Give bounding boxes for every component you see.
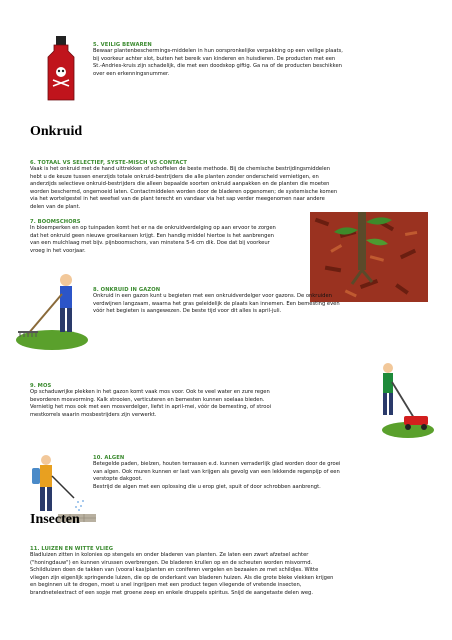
item-heading: 5. VEILIG BEWAREN: [93, 42, 152, 48]
rake-lawn-illustration: [14, 270, 90, 352]
item-text: Bladluizen zitten in kolonies op stengels en onder bladeren van planten. Ze laten een zwart afzetsel achter ("honingdauw") en kunnen virussen overbrengen. De bladeren krullen op en de scheuten worden misvormd. Schildluizen doen de takken van (vooral kas)planten en coniferen vergelen en bezaaien ze met schildjes. Witte vliegen zijn eigenlijk springende luizen, die op de onderkant van bladeren huizen. Als die grote bleke vlekken krijgen en beginnen uit te drogen, moet u snel ingrijpen met een product tegen vliegende of vretende insecten, brandnetelextract of een sopje met groene zeep en enkele druppels spiritus. Snijd de aangetaste delen weg.: [30, 552, 334, 596]
item-text: In bloemperken en op tuinpaden komt het er na de onkruidverdelging op aan ervoor te zorgen dat het onkruid geen nieuwe groeikansen krijgt. Een handig middel hiertoe is het aanbrengen van een mulchlaag met bijv. pijnboomschors, van minstens 5-6 cm dik. Doe dat bij voorkeur vroeg in het voorjaar.: [30, 225, 276, 254]
item-heading: 11. LUIZEN EN WITTE VLIEG: [30, 546, 114, 552]
section-title-insecten: Insecten: [30, 512, 80, 527]
item-text: Op schaduwrijke plekken in het gazon komt vaak mos voor. Ook te veel water en zure regen bevorderen mosvorming. Kalk strooien, verticuteren en bemesten kunnen soelaas bieden. Vernietig het mos ook met een mosverdelger, liefst in april-mei, vóór de bemesting, of strooi mestkorrels waarin mosbestrijders zijn verwerkt.: [30, 389, 272, 418]
item-heading: 7. BOOMSCHORS: [30, 219, 81, 225]
item-heading: 6. TOTAAL VS SELECTIEF, SYSTE-MISCH VS CONTACT: [30, 160, 188, 166]
scarifier-illustration: [374, 360, 434, 440]
section-title-onkruid: Onkruid: [30, 124, 83, 139]
item-heading: 8. ONKRUID IN GAZON: [93, 287, 161, 293]
item-text: Bewaar plantenbeschermings-middelen in hun oorspronkelijke verpakking op een veilige plaats, bij voorkeur achter slot, buiten het bereik van kinderen en huisdieren. De producten met een St.-Andries-kruis zijn schadelijk, die met een doodskop giftig. Ga na of de producten beschikken over een erkenningsnummer.: [93, 48, 343, 77]
item-heading: 10. ALGEN: [93, 455, 125, 461]
item-heading: 9. MOS: [30, 383, 52, 389]
item-text: Vaak is het onkruid met de hand uittrekken of schoffelen de beste methode. Bij de chemische bestrijdingsmiddelen hebt u de keuze tussen enerzijds totale onkruid-bestrijders die alle planten zonder onderscheid vernietigen, en anderzijds selectieve onkruid-bestrijders die alleen bepaalde soorten onkruid aanpakken en de planten die moeten worden beschermd, ongemoeid laten. Contactmiddelen worden door de bladeren opgenomen; de systemische komen via het wortelgestel in het weefsel van de plant terecht en vandaar via het sap verder meegenomen naar andere delen van de plant.: [30, 166, 338, 210]
item-text: Onkruid in een gazon kunt u begieten met een onkruidverdelger voor gazons. De onkruiden verdwijnen langzaam, waarna het gras geleidelijk de plaats kan innemen. Een bemesting even vóór het begieten is aangewezen. De beste tijd voor dit alles is april-juli.: [93, 293, 340, 315]
item-text: Betegelde paden, bielzen, houten terrassen e.d. kunnen verraderlijk glad worden door de groei van algen. Ook muren kunnen er last van krijgen als gevolg van een lekkende regenpijp of een verstopte dakgoot. Bestrijd de algen met een oplossing die u erop giet, spuit of door schrobben aanbrengt.: [93, 461, 341, 490]
poison-bottle-illustration: [44, 36, 78, 102]
